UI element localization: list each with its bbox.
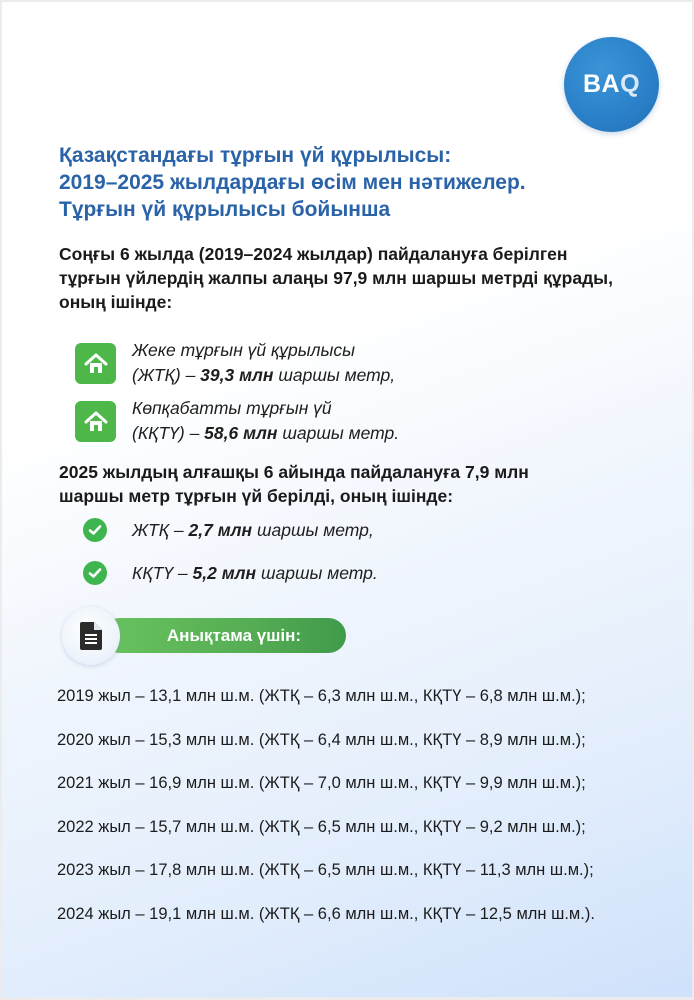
breakdown-label: Көпқабатты тұрғын үй xyxy=(132,398,332,418)
intro-line: тұрғын үйлердің жалпы алаңы 97,9 млн шаршы метрді құрады, xyxy=(59,268,613,288)
breakdown-text xyxy=(132,396,399,446)
document-icon xyxy=(80,622,102,650)
yearly-list xyxy=(57,685,677,946)
yearly-item: 2024 жыл – 19,1 млн ш.м. (ЖТҚ – 6,6 млн ш.м., КҚТҮ – 12,5 млн ш.м.). xyxy=(57,904,595,923)
yearly-item: 2019 жыл – 13,1 млн ш.м. (ЖТҚ – 6,3 млн ш.м., КҚТҮ – 6,8 млн ш.м.); xyxy=(57,687,586,705)
breakdown-prefix: (ЖТҚ) – xyxy=(132,365,201,385)
yearly-item: 2023 жыл – 17,8 млн ш.м. (ЖТҚ – 6,5 млн ш.м., КҚТҮ – 11,3 млн ш.м.); xyxy=(57,861,594,879)
baq-logo xyxy=(564,37,659,132)
check-circle-icon xyxy=(83,561,107,585)
title-line: Тұрғын үй құрылысы бойынша xyxy=(59,198,391,221)
breakdown-prefix: ЖТҚ – xyxy=(132,519,189,540)
check-circle-icon xyxy=(83,518,107,542)
house-icon xyxy=(75,401,116,442)
intro-line: оның ішінде: xyxy=(59,292,173,312)
breakdown-value-line xyxy=(132,363,395,388)
title-line: Қазақстандағы тұрғын үй құрылысы: xyxy=(59,144,452,167)
sub-intro-paragraph xyxy=(59,460,659,508)
logo-text xyxy=(583,70,640,99)
reference-icon-circle xyxy=(62,607,120,665)
breakdown-value: 39,3 млн xyxy=(200,365,274,385)
yearly-item: 2021 жыл – 16,9 млн ш.м. (ЖТҚ – 7,0 млн ш.м., КҚТҮ – 9,9 млн ш.м.); xyxy=(57,774,586,792)
intro-line: Соңғы 6 жылда (2019–2024 жылдар) пайдалануға берілген xyxy=(59,244,568,264)
breakdown-prefix: КҚТҮ – xyxy=(132,562,193,583)
breakdown-2025-kktu xyxy=(83,561,378,585)
logo-text-main: BA xyxy=(582,70,621,98)
breakdown-2025-ztk xyxy=(83,518,374,542)
breakdown-2025-text xyxy=(132,520,374,541)
reference-label-bar xyxy=(102,618,346,653)
breakdown-suffix: шаршы метр. xyxy=(256,562,378,583)
reference-label: Анықтама үшін: xyxy=(166,625,302,645)
breakdown-value: 58,6 млн xyxy=(204,423,278,443)
yearly-item: 2020 жыл – 15,3 млн ш.м. (ЖТҚ – 6,4 млн ш.м., КҚТҮ – 8,9 млн ш.м.); xyxy=(57,730,586,749)
sub-intro-line: шаршы метр тұрғын үй берілді, оның ішінде: xyxy=(59,486,454,506)
breakdown-value: 2,7 млн xyxy=(188,519,253,540)
title-line: 2019–2025 жылдардағы өсім мен нәтижелер. xyxy=(59,171,526,194)
logo-text-accent: Q xyxy=(620,70,641,98)
breakdown-suffix: шаршы метр, xyxy=(273,365,396,385)
breakdown-suffix: шаршы метр, xyxy=(252,519,374,540)
breakdown-suffix: шаршы метр. xyxy=(277,423,400,443)
sub-intro-line: 2025 жылдың алғашқы 6 айында пайдалануға 7,9 млн xyxy=(59,462,529,482)
breakdown-item-ztk xyxy=(75,338,395,388)
infographic-page xyxy=(2,2,692,997)
breakdown-value-line xyxy=(132,421,399,446)
breakdown-prefix: (КҚТҮ) – xyxy=(132,423,205,443)
breakdown-item-kktu xyxy=(75,396,399,446)
breakdown-value: 5,2 млн xyxy=(192,562,257,583)
reference-badge xyxy=(62,607,347,665)
house-icon xyxy=(75,343,116,384)
breakdown-label: Жеке тұрғын үй құрылысы xyxy=(132,340,356,360)
breakdown-text xyxy=(132,338,395,388)
page-title xyxy=(59,142,579,223)
intro-paragraph xyxy=(59,242,659,314)
breakdown-2025-text xyxy=(132,563,378,584)
yearly-item: 2022 жыл – 15,7 млн ш.м. (ЖТҚ – 6,5 млн ш.м., КҚТҮ – 9,2 млн ш.м.); xyxy=(57,817,586,836)
